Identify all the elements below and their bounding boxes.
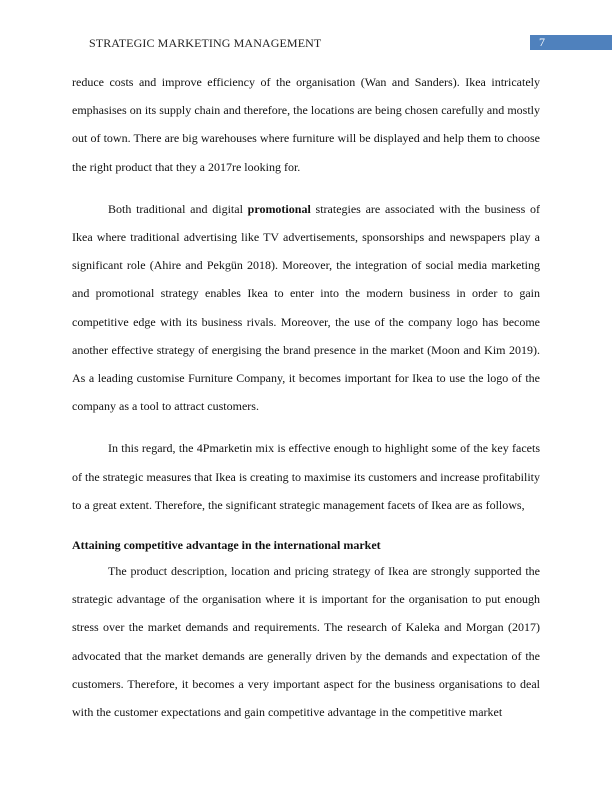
paragraph-3: In this regard, the 4Pmarketin mix is effective enough to highlight some of the key facets of the strategic measures that Ikea is creating to maximise its customers and increase profitability to a great extent. Therefore, the significant strategic management facets of Ikea are as follows, [72,441,540,512]
page-number-box [530,35,612,50]
paragraph-4: The product description, location and pricing strategy of Ikea are strongly supported the strategic advantage of the organisation where it is important for the organisation to put enough stress over the market demands and requirements. The research of Kaleka and Morgan (2017) advocated that the market demands are generally driven by the demands and expectation of the customers. Therefore, it becomes a very important aspect for the business organisations to deal with the customer expectations and gain competitive advantage in the competitive market [72,564,540,720]
running-header: STRATEGIC MARKETING MANAGEMENT [89,36,322,50]
paragraph-2 [72,195,540,421]
paragraph-2-bold: promotional [247,201,311,216]
paragraph-2-start: Both traditional and digital [108,201,248,216]
document-body [72,68,540,740]
paragraph-2-rest: strategies are associated with the business of Ikea where traditional advertising like TV advertisements, sponsorships and newspapers play a significant role (Ahire and Pekgün 2018). Moreover, the integration of social media marketing and promotional strategy enables Ikea to enter into the modern business in order to gain competitive edge with its business rivals. Moreover, the use of the company logo has become another effective strategy of energising the brand presence in the market (Moon and Kim 2019). As a leading customise Furniture Company, it becomes important for Ikea to use the logo of the company as a tool to attract customers. [72,201,540,414]
section-heading: Attaining competitive advantage in the international market [72,538,381,553]
paragraph-1: reduce costs and improve efficiency of the organisation (Wan and Sanders). Ikea intricately emphasises on its supply chain and therefore, the locations are being chosen carefully and mostly out of town. There are big warehouses where furniture will be displayed and help them to choose the right product that they a 2017re looking for. [72,75,540,174]
page-number: 7 [539,35,545,49]
